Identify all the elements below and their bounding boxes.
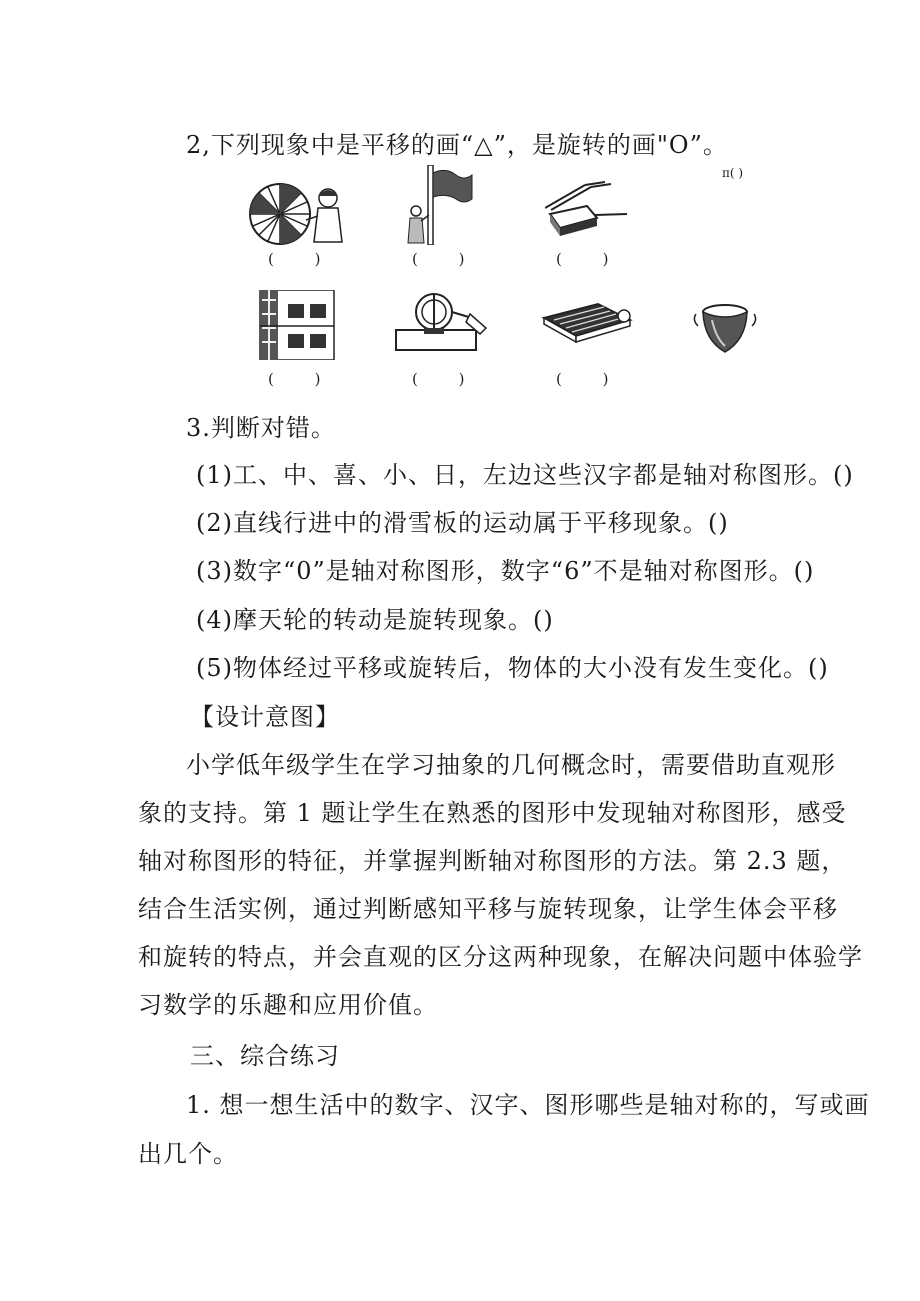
answer-paren-6: ( )	[556, 370, 627, 388]
abacus-illustration	[540, 300, 635, 345]
design-intent-heading: 【设计意图】	[190, 703, 340, 731]
judgment-item-2: (2)直线行进中的滑雪板的运动属于平移现象。()	[196, 509, 729, 537]
flag-raising-illustration	[404, 165, 474, 245]
spinning-top-illustration	[690, 300, 760, 355]
pencil-sharpener-illustration	[394, 288, 489, 354]
elevator-building-illustration	[258, 290, 338, 360]
question-3-title: 3.判断对错。	[186, 414, 336, 442]
exercise-1-line-1: 1. 想一想生活中的数字、汉字、图形哪些是轴对称的，写或画	[186, 1091, 870, 1119]
answer-paren-3: ( )	[556, 250, 627, 268]
judgment-item-4: (4)摩天轮的转动是旋转现象。()	[196, 606, 554, 634]
answer-paren-2: ( )	[412, 250, 483, 268]
pinwheel-girl-illustration	[248, 180, 348, 248]
question-2-text: 2,下列现象中是平移的画“△”，是旋转的画"O”。	[186, 131, 728, 159]
answer-paren-1: ( )	[268, 250, 339, 268]
judgment-item-5: (5)物体经过平移或旋转后，物体的大小没有发生变化。()	[196, 654, 829, 682]
design-paragraph-line: 和旋转的特点，并会直观的区分这两种现象，在解决问题中体验学	[138, 943, 863, 971]
answer-paren-5: ( )	[412, 370, 483, 388]
judgment-item-1: (1)工、中、喜、小、日，左边这些汉字都是轴对称图形。()	[196, 461, 854, 489]
design-paragraph-line: 结合生活实例，通过判断感知平移与旋转现象，让学生体会平移	[138, 895, 838, 923]
design-paragraph-line: 小学低年级学生在学习抽象的几何概念时，需要借助直观形	[186, 751, 836, 779]
exercise-1-line-2: 出几个。	[138, 1140, 238, 1168]
design-paragraph-line: 象的支持。第 1 题让学生在熟悉的图形中发现轴对称图形，感受	[138, 799, 847, 827]
answer-paren-4: ( )	[268, 370, 339, 388]
corner-note: π( )	[722, 166, 744, 180]
judgment-item-3: (3)数字“0”是轴对称图形，数字“6”不是轴对称图形。()	[196, 557, 815, 585]
design-paragraph-line: 轴对称图形的特征，并掌握判断轴对称图形的方法。第 2.3 题，	[138, 847, 847, 875]
drawer-illustration	[545, 180, 630, 240]
section-3-heading: 三、综合练习	[190, 1042, 340, 1070]
design-paragraph-line: 习数学的乐趣和应用价值。	[138, 991, 438, 1019]
